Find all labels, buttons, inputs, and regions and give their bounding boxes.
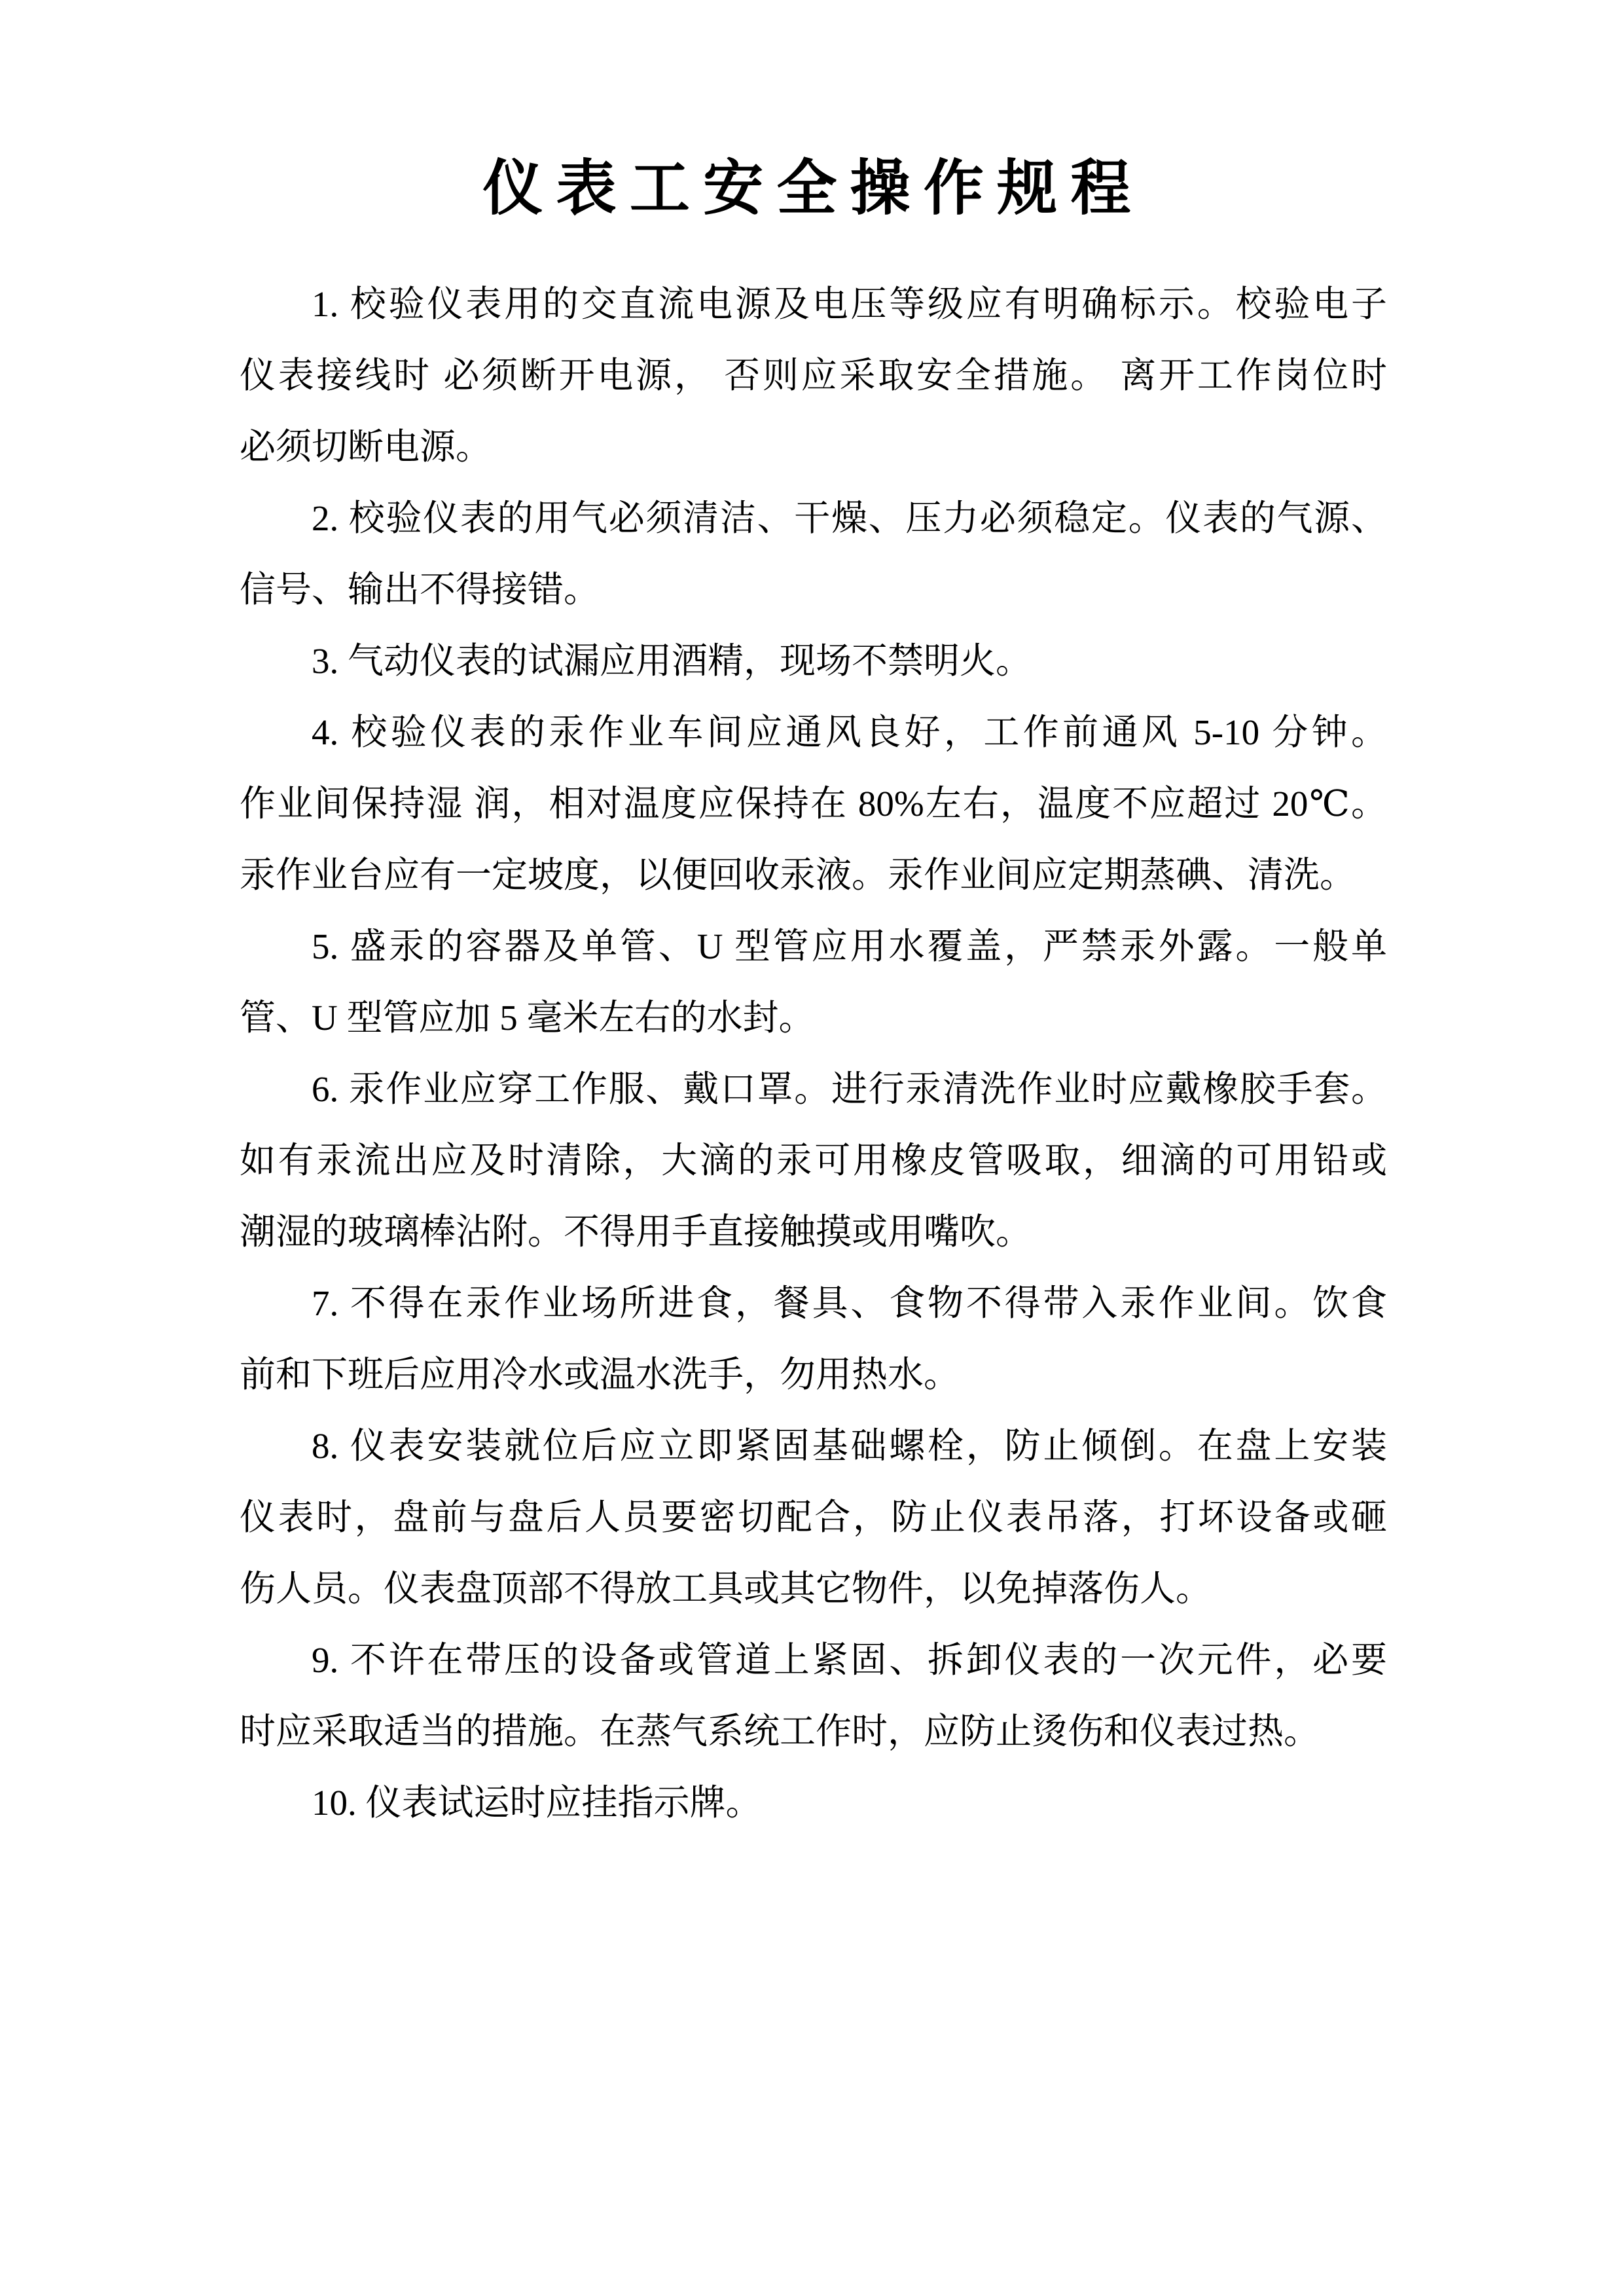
text-line: 作业间保持湿 润，相对温度应保持在 80%左右，温度不应超过 20℃。 (240, 784, 1387, 824)
text-line: 9. 不许在带压的设备或管道上紧固、拆卸仪表的一次元件，必要 (312, 1640, 1387, 1680)
text-line: 时应采取适当的措施。在蒸气系统工作时，应防止烫伤和仪表过热。 (240, 1711, 1320, 1751)
text-line: 10. 仪表试运时应挂指示牌。 (312, 1783, 762, 1823)
paragraph-9 (240, 1624, 1387, 1767)
paragraph-7 (240, 1267, 1387, 1410)
document-body (240, 268, 1387, 1838)
text-line: 必须切断电源。 (240, 427, 492, 467)
text-line: 6. 汞作业应穿工作服、戴口罩。进行汞清洗作业时应戴橡胶手套。 (312, 1069, 1387, 1109)
text-line: 1. 校验仪表用的交直流电源及电压等级应有明确标示。校验电子 (312, 284, 1387, 324)
text-line: 汞作业台应有一定坡度，以便回收汞液。汞作业间应定期蒸碘、清洗。 (240, 855, 1356, 895)
document-title: 仪表工安全操作规程 (482, 155, 1144, 222)
paragraph-10 (240, 1767, 1387, 1838)
paragraph-1 (240, 268, 1387, 483)
paragraph-3 (240, 625, 1387, 697)
text-line: 信号、输出不得接错。 (240, 570, 600, 610)
text-line: 7. 不得在汞作业场所进食，餐具、食物不得带入汞作业间。饮食 (312, 1283, 1387, 1323)
text-line: 管、U 型管应加 5 毫米左右的水封。 (240, 998, 815, 1038)
text-line: 仪表接线时 必须断开电源， 否则应采取安全措施。 离开工作岗位时 (240, 355, 1387, 395)
text-line: 潮湿的玻璃棒沾附。不得用手直接触摸或用嘴吹。 (240, 1212, 1032, 1252)
paragraph-8 (240, 1410, 1387, 1624)
text-line: 3. 气动仪表的试漏应用酒精，现场不禁明火。 (312, 641, 1032, 681)
text-line: 仪表时，盘前与盘后人员要密切配合，防止仪表吊落，打坏设备或砸 (240, 1497, 1387, 1537)
text-line: 4. 校验仪表的汞作业车间应通风良好，工作前通风 5-10 分钟。 (312, 712, 1387, 752)
paragraph-4 (240, 697, 1387, 911)
text-line: 伤人员。仪表盘顶部不得放工具或其它物件，以免掉落伤人。 (240, 1569, 1212, 1609)
text-line: 如有汞流出应及时清除，大滴的汞可用橡皮管吸取，细滴的可用铅或 (240, 1140, 1387, 1180)
paragraph-5 (240, 911, 1387, 1053)
paragraph-2 (240, 483, 1387, 625)
text-line: 8. 仪表安装就位后应立即紧固基础螺栓，防止倾倒。在盘上安装 (312, 1426, 1387, 1466)
text-line: 2. 校验仪表的用气必须清洁、干燥、压力必须稳定。仪表的气源、 (312, 498, 1387, 538)
text-line: 5. 盛汞的容器及单管、U 型管应用水覆盖，严禁汞外露。一般单 (312, 926, 1387, 966)
text-line: 前和下班后应用冷水或温水洗手，勿用热水。 (240, 1355, 960, 1394)
paragraph-6 (240, 1053, 1387, 1267)
